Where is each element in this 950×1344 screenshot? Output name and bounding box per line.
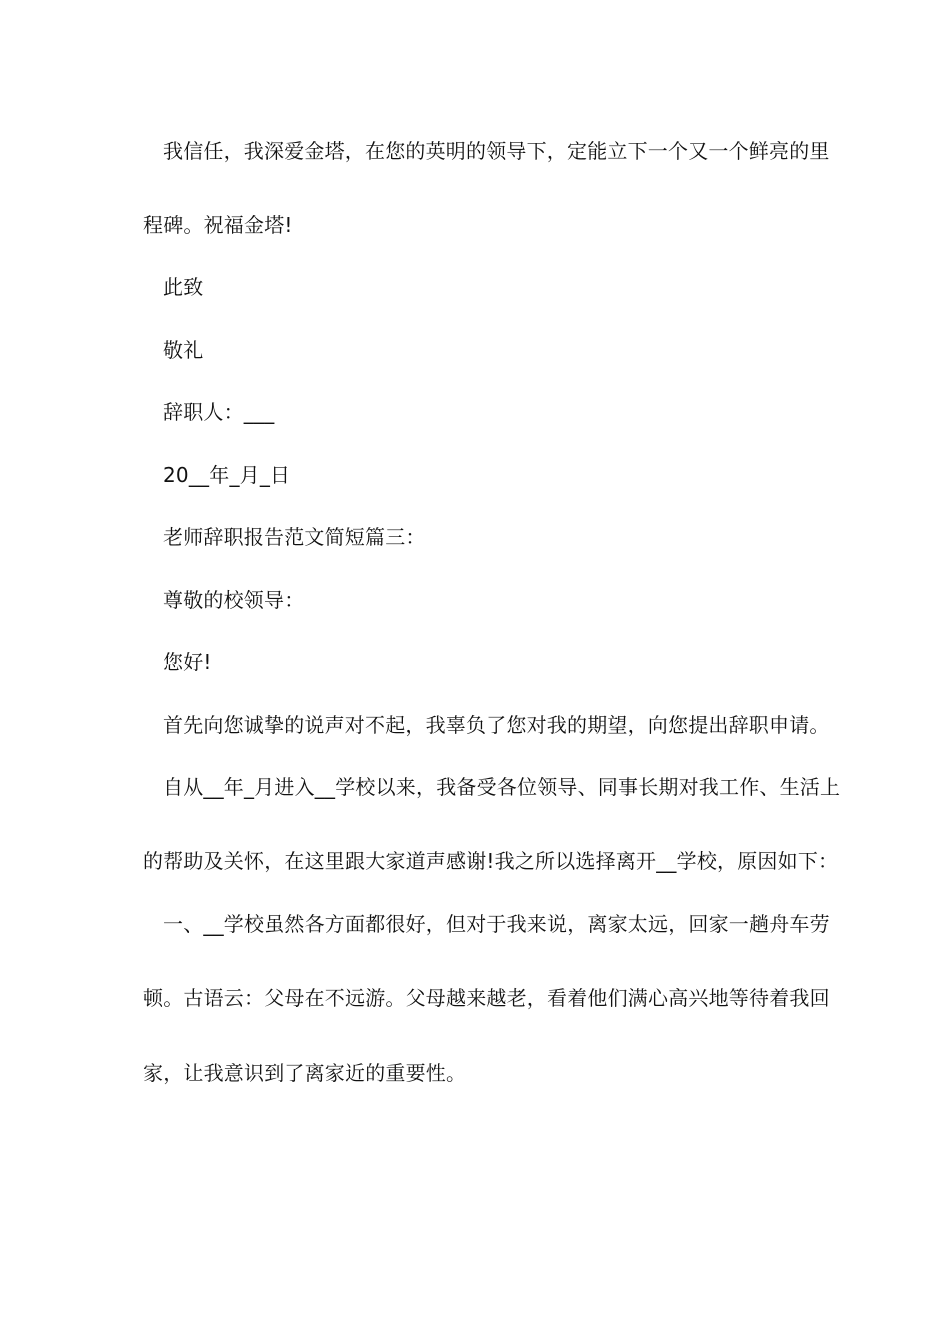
- paragraph-line: 首先向您诚挚的说声对不起，我辜负了您对我的期望，向您提出辞职申请。: [163, 713, 830, 737]
- paragraph-line: 一、__学校虽然各方面都很好，但对于我来说，离家太远，回家一趟舟车劳: [163, 912, 830, 936]
- date-line: 20__年_月_日: [163, 463, 291, 487]
- paragraph-line: 顿。古语云：父母在不远游。父母越来越老，看着他们满心高兴地等待着我回: [143, 986, 830, 1010]
- paragraph-line: 我信任，我深爱金塔，在您的英明的领导下，定能立下一个又一个鲜亮的里: [163, 139, 830, 163]
- paragraph-line: 的帮助及关怀，在这里跟大家道声感谢!我之所以选择离开__学校，原因如下：: [143, 849, 839, 873]
- paragraph-line: 程碑。祝福金塔!: [143, 213, 293, 237]
- paragraph-line: 家，让我意识到了离家近的重要性。: [143, 1061, 467, 1085]
- signature-line: 辞职人：___: [163, 400, 275, 424]
- paragraph-line: 自从__年_月进入__学校以来，我备受各位领导、同事长期对我工作、生活上: [163, 775, 841, 799]
- greeting-recipient: 尊敬的校领导：: [163, 588, 305, 612]
- greeting: 您好!: [163, 650, 212, 674]
- section-heading: 老师辞职报告范文简短篇三：: [163, 525, 426, 549]
- closing-regards: 敬礼: [163, 338, 204, 362]
- closing-salutation: 此致: [163, 275, 204, 299]
